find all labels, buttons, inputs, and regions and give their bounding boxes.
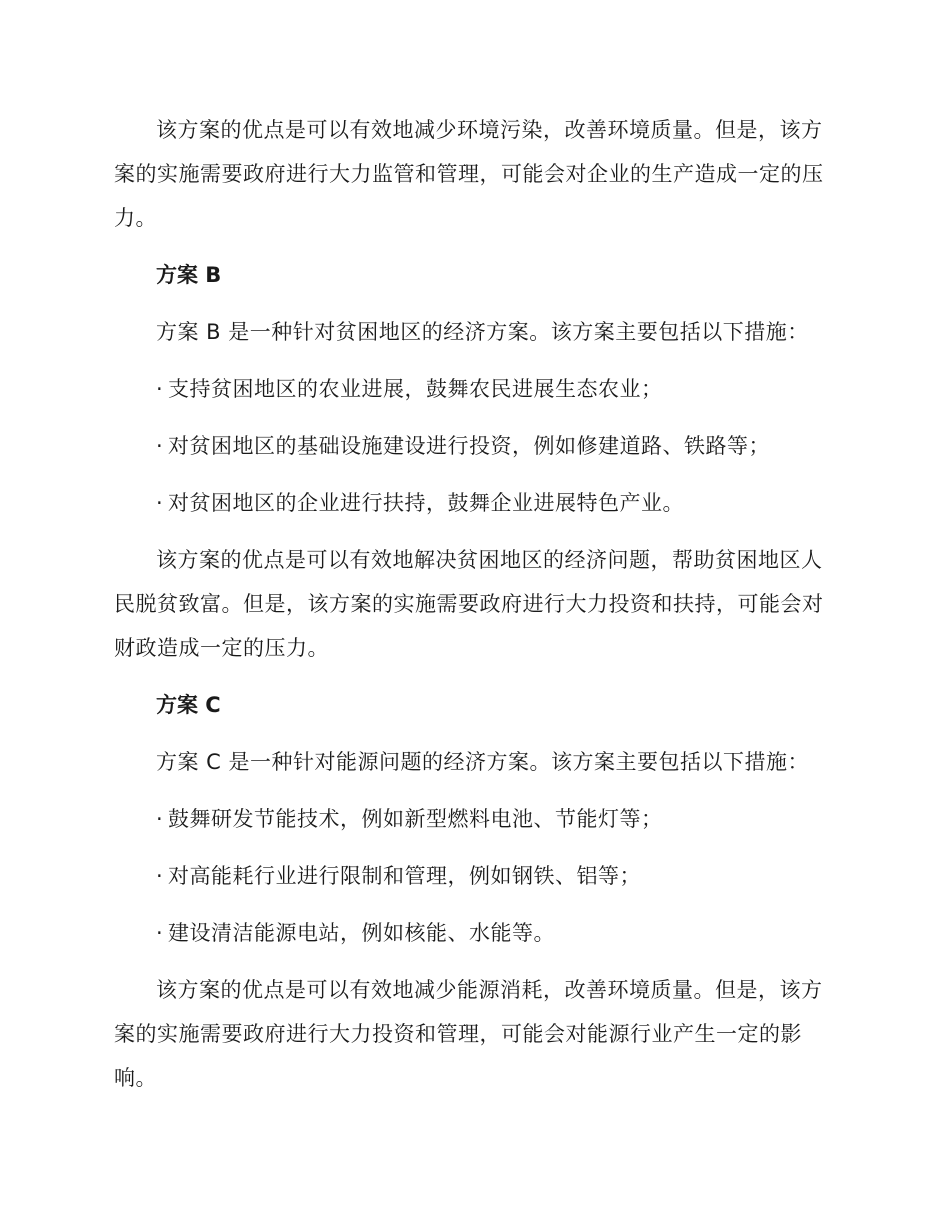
plan-b-measure-3 [156, 481, 834, 525]
plan-c-intro: 方案 C 是一种针对能源问题的经济方案。该方案主要包括以下措施： [156, 750, 810, 774]
bullet-dot: · [156, 491, 164, 515]
bullet-dot: · [156, 377, 164, 401]
measure-text: 对高能耗行业进行限制和管理，例如钢铁、铝等； [168, 864, 641, 888]
plan-c-conclusion-paragraph: 该方案的优点是可以有效地减少能源消耗，改善环境质量。但是，该方案的实施需要政府进行大力投资和管理，可能会对能源行业产生一定的影响。 [114, 978, 823, 1090]
plan-b-measure-2 [156, 424, 834, 468]
plan-a-conclusion-paragraph: 该方案的优点是可以有效地减少环境污染，改善环境质量。但是，该方案的实施需要政府进行大力监管和管理，可能会对企业的生产造成一定的压力。 [114, 118, 824, 230]
plan-c-heading: 方案 C [156, 693, 221, 717]
plan-b-conclusion-paragraph: 该方案的优点是可以有效地解决贫困地区的经济问题，帮助贫困地区人民脱贫致富。但是，该方案的实施需要政府进行大力投资和扶持，可能会对财政造成一定的压力。 [114, 548, 824, 660]
bullet-dot: · [156, 434, 164, 458]
plan-c-measure-1 [156, 797, 834, 841]
plan-c-measure-3 [156, 911, 834, 955]
document-page [114, 108, 834, 1113]
measure-text: 鼓舞研发节能技术，例如新型燃料电池、节能灯等； [168, 807, 663, 831]
plan-c-measure-2 [156, 854, 834, 898]
measure-text: 对贫困地区的企业进行扶持，鼓舞企业进展特色产业。 [168, 491, 684, 515]
bullet-dot: · [156, 921, 164, 945]
bullet-dot: · [156, 864, 164, 888]
measure-text: 支持贫困地区的农业进展，鼓舞农民进展生态农业； [168, 377, 663, 401]
plan-b-measure-1 [156, 367, 834, 411]
measure-text: 对贫困地区的基础设施建设进行投资，例如修建道路、铁路等； [168, 434, 770, 458]
plan-b-intro: 方案 B 是一种针对贫困地区的经济方案。该方案主要包括以下措施： [156, 320, 809, 344]
measure-text: 建设清洁能源电站，例如核能、水能等。 [168, 921, 555, 945]
plan-b-heading: 方案 B [156, 263, 222, 287]
bullet-dot: · [156, 807, 164, 831]
